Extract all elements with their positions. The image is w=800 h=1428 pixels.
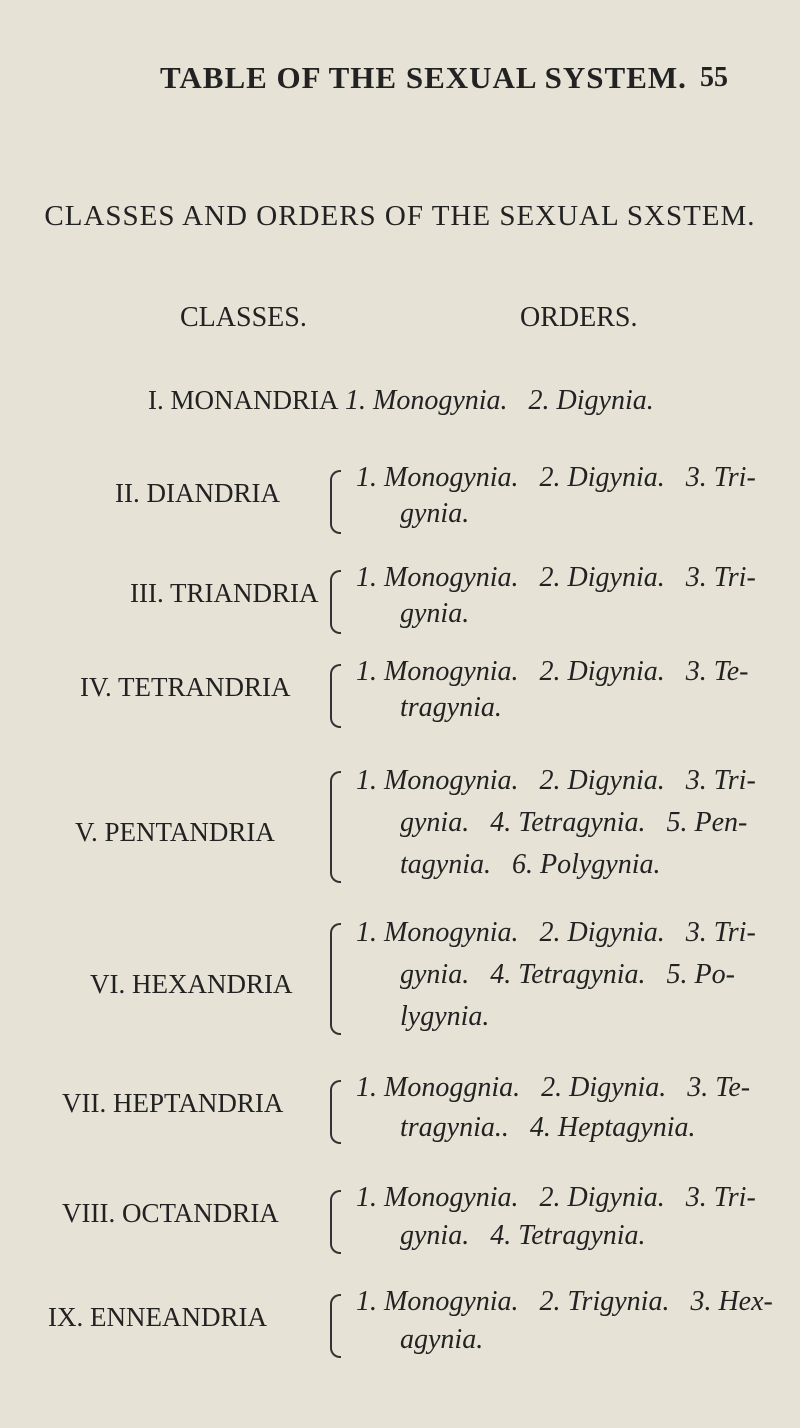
- class-name: V. PENTANDRIA: [75, 817, 275, 847]
- order-line: gynia. 4. Tetragynia. 5. Po-: [400, 959, 735, 990]
- order-line: 1. Monogynia. 2. Digynia.: [345, 385, 654, 416]
- page-title: CLASSES AND ORDERS OF THE SEXUAL SXSTEM.: [44, 200, 756, 232]
- order-line: 1. Monogynia. 2. Digynia. 3. Tri-: [356, 1182, 756, 1213]
- classes-heading: CLASSES.: [180, 302, 307, 333]
- brace: [330, 923, 341, 1035]
- brace: [330, 664, 341, 728]
- order-line: 1. Monogynia. 2. Digynia. 3. Te-: [356, 656, 749, 687]
- order-line: 1. Monogynia. 2. Trigynia. 3. Hex-: [356, 1286, 773, 1317]
- class-name: II. DIANDRIA: [115, 478, 280, 508]
- order-line: gynia.: [400, 598, 470, 629]
- page-number: 55: [700, 62, 728, 93]
- orders-heading: ORDERS.: [520, 302, 638, 333]
- class-name: III. TRIANDRIA: [130, 578, 319, 608]
- brace: [330, 1294, 341, 1358]
- order-line: lygynia.: [400, 1001, 490, 1032]
- class-name: I. MONANDRIA: [148, 385, 339, 415]
- brace: [330, 1080, 341, 1144]
- class-name: VI. HEXANDRIA: [90, 969, 293, 999]
- order-line: tagynia. 6. Polygynia.: [400, 849, 661, 880]
- order-line: gynia.: [400, 498, 470, 529]
- class-name: VII. HEPTANDRIA: [62, 1088, 284, 1118]
- order-line: 1. Monogynia. 2. Digynia. 3. Tri-: [356, 562, 756, 593]
- order-line: agynia.: [400, 1324, 484, 1355]
- brace: [330, 470, 341, 534]
- class-name: IV. TETRANDRIA: [80, 672, 291, 702]
- class-name: IX. ENNEANDRIA: [48, 1302, 267, 1332]
- order-line: tragynia.. 4. Heptagynia.: [400, 1112, 696, 1143]
- order-line: 1. Monoggnia. 2. Digynia. 3. Te-: [356, 1072, 751, 1103]
- order-line: tragynia.: [400, 692, 502, 723]
- order-line: 1. Monogynia. 2. Digynia. 3. Tri-: [356, 462, 756, 493]
- class-name: VIII. OCTANDRIA: [62, 1198, 279, 1228]
- brace: [330, 1190, 341, 1254]
- order-line: 1. Monogynia. 2. Digynia. 3. Tri-: [356, 765, 756, 796]
- running-title: TABLE OF THE SEXUAL SYSTEM.: [160, 60, 687, 95]
- order-line: gynia. 4. Tetragynia. 5. Pen-: [400, 807, 748, 838]
- brace: [330, 771, 341, 883]
- brace: [330, 570, 341, 634]
- running-head: [0, 60, 800, 100]
- order-line: gynia. 4. Tetragynia.: [400, 1220, 646, 1251]
- order-line: 1. Monogynia. 2. Digynia. 3. Tri-: [356, 917, 756, 948]
